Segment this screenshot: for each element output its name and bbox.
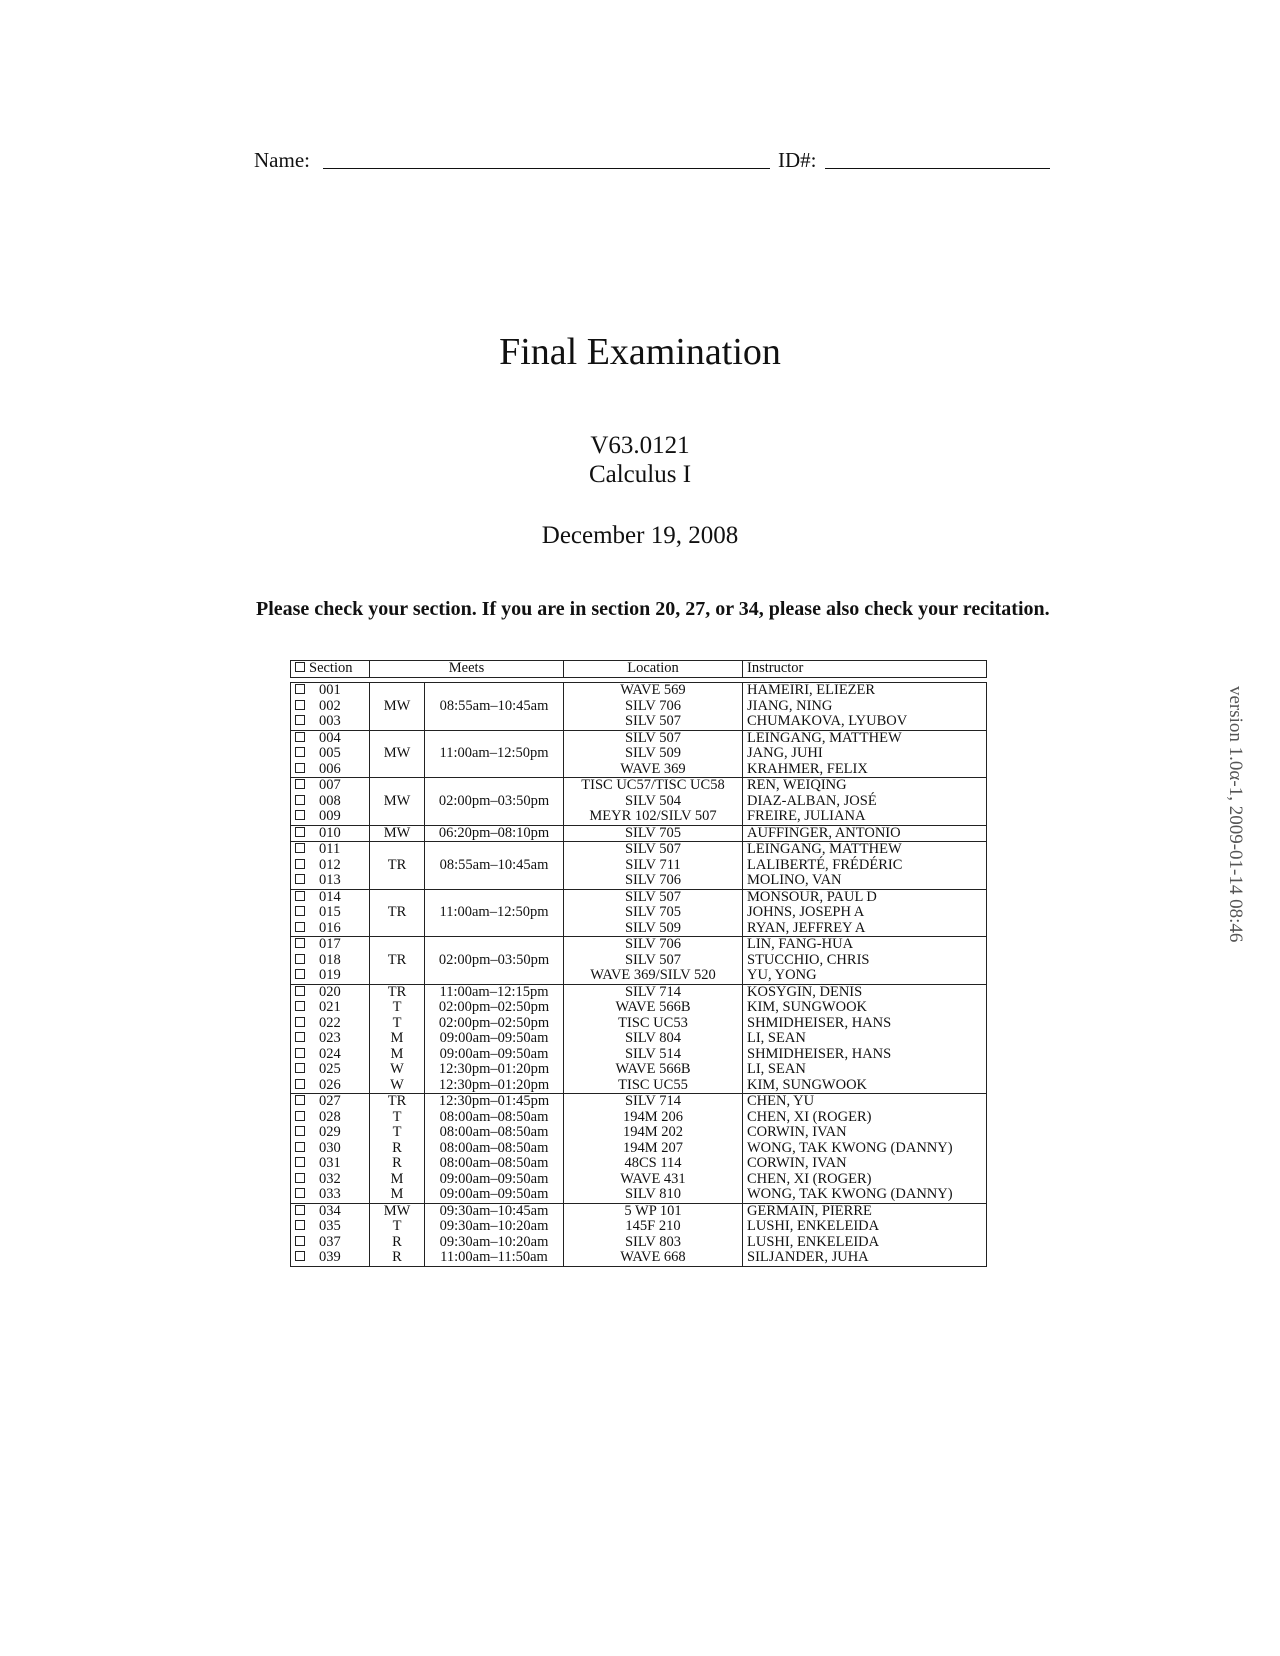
instructor-cell: CORWIN, IVAN — [743, 1125, 987, 1141]
section-checkbox[interactable] — [295, 1157, 305, 1167]
instructor-cell: DIAZ-ALBAN, JOSÉ — [743, 794, 987, 810]
meets-days: W — [370, 1078, 425, 1094]
meets-days: M — [370, 1172, 425, 1188]
section-checkbox[interactable] — [295, 1173, 305, 1183]
section-checkbox[interactable] — [295, 922, 305, 932]
meets-time: 08:00am–08:50am — [425, 1156, 564, 1172]
section-number: 023 — [319, 1030, 341, 1046]
section-number: 017 — [319, 936, 341, 952]
location-cell: SILV 706 — [564, 699, 743, 715]
instructor-cell: LALIBERTÉ, FRÉDÉRIC — [743, 858, 987, 874]
meets-time: 12:30pm–01:20pm — [425, 1062, 564, 1078]
location-cell: 194M 206 — [564, 1110, 743, 1126]
location-cell: TISC UC57/TISC UC58 — [564, 778, 743, 794]
checkbox-icon — [295, 662, 305, 672]
section-checkbox[interactable] — [295, 906, 305, 916]
instructor-cell: HAMEIRI, ELIEZER — [743, 683, 987, 699]
instructor-cell: AUFFINGER, ANTONIO — [743, 825, 987, 842]
instructor-cell: MOLINO, VAN — [743, 873, 987, 889]
instructor-cell: SILJANDER, JUHA — [743, 1250, 987, 1266]
instructor-cell: STUCCHIO, CHRIS — [743, 953, 987, 969]
section-cell — [291, 683, 370, 699]
meets-time: 02:00pm–02:50pm — [425, 1016, 564, 1032]
table-row — [291, 1031, 987, 1047]
section-checkbox[interactable] — [295, 684, 305, 694]
meets-days: T — [370, 1110, 425, 1126]
meets-days: MW — [370, 1203, 425, 1219]
section-checkbox[interactable] — [295, 1251, 305, 1261]
table-row — [291, 1203, 987, 1219]
instructor-cell: CORWIN, IVAN — [743, 1156, 987, 1172]
location-cell: SILV 714 — [564, 1094, 743, 1110]
meets-time: 06:20pm–08:10pm — [425, 825, 564, 842]
location-cell: WAVE 668 — [564, 1250, 743, 1266]
table-body — [291, 683, 987, 1267]
section-number: 032 — [319, 1170, 341, 1187]
section-number: 034 — [319, 1202, 341, 1219]
section-number: 001 — [319, 682, 341, 698]
instructor-cell: WONG, TAK KWONG (DANNY) — [743, 1187, 987, 1203]
instructor-cell: LI, SEAN — [743, 1031, 987, 1047]
meets-days: T — [370, 1219, 425, 1235]
header-location: Location — [564, 661, 743, 678]
section-number: 010 — [319, 824, 341, 841]
section-cell — [291, 730, 370, 746]
instructor-cell: RYAN, JEFFREY A — [743, 921, 987, 937]
instructor-cell: LIN, FANG-HUA — [743, 937, 987, 953]
table-row — [291, 778, 987, 794]
instructor-cell: JIANG, NING — [743, 699, 987, 715]
location-cell: SILV 810 — [564, 1187, 743, 1203]
location-cell: SILV 706 — [564, 873, 743, 889]
section-checkbox[interactable] — [295, 700, 305, 710]
section-cell — [291, 889, 370, 905]
section-checkbox[interactable] — [295, 954, 305, 964]
meets-time: 11:00am–12:50pm — [425, 730, 564, 778]
table-row — [291, 1187, 987, 1203]
version-stamp: version 1.0α-1, 2009-01-14 08:46 — [1225, 686, 1246, 943]
section-number: 025 — [319, 1061, 341, 1077]
section-number: 018 — [319, 951, 341, 968]
meets-time: 12:30pm–01:45pm — [425, 1094, 564, 1110]
section-cell — [291, 1000, 370, 1016]
header-meets: Meets — [370, 661, 564, 678]
section-checkbox[interactable] — [295, 1032, 305, 1042]
meets-time: 02:00pm–03:50pm — [425, 778, 564, 826]
section-cell — [291, 809, 370, 825]
location-cell: SILV 507 — [564, 953, 743, 969]
location-cell: SILV 507 — [564, 842, 743, 858]
table-row — [291, 984, 987, 1000]
instructor-cell: YU, YONG — [743, 968, 987, 984]
section-checkbox[interactable] — [295, 1142, 305, 1152]
section-number: 033 — [319, 1186, 341, 1202]
table-row — [291, 1156, 987, 1172]
meets-time: 08:00am–08:50am — [425, 1110, 564, 1126]
section-checkbox[interactable] — [295, 1236, 305, 1246]
section-number: 039 — [319, 1249, 341, 1265]
meets-days: TR — [370, 1094, 425, 1110]
instructor-cell: SHMIDHEISER, HANS — [743, 1016, 987, 1032]
table-row — [291, 1219, 987, 1235]
table-row — [291, 1000, 987, 1016]
section-cell — [291, 968, 370, 984]
meets-time: 09:00am–09:50am — [425, 1047, 564, 1063]
instructor-cell: KIM, SUNGWOOK — [743, 1000, 987, 1016]
instructor-cell: CHEN, YU — [743, 1094, 987, 1110]
instructions: Please check your section. If you are in section 20, 27, or 34, please also check your recitation. — [256, 598, 1050, 620]
table-row — [291, 1078, 987, 1094]
section-checkbox[interactable] — [295, 1220, 305, 1230]
location-cell: WAVE 369/SILV 520 — [564, 968, 743, 984]
section-cell — [291, 937, 370, 953]
meets-time: 09:00am–09:50am — [425, 1172, 564, 1188]
meets-days: MW — [370, 730, 425, 778]
location-cell: TISC UC53 — [564, 1016, 743, 1032]
section-cell — [291, 953, 370, 969]
section-number: 009 — [319, 808, 341, 824]
instructor-cell: LEINGANG, MATTHEW — [743, 842, 987, 858]
location-cell: SILV 507 — [564, 889, 743, 905]
section-table — [290, 660, 987, 1267]
meets-time: 09:30am–10:20am — [425, 1235, 564, 1251]
instructor-cell: KRAHMER, FELIX — [743, 762, 987, 778]
instructor-cell: CHEN, XI (ROGER) — [743, 1172, 987, 1188]
meets-days: MW — [370, 778, 425, 826]
section-number: 004 — [319, 729, 341, 746]
table-row — [291, 1125, 987, 1141]
section-number: 015 — [319, 904, 341, 920]
section-checkbox[interactable] — [295, 747, 305, 757]
meets-days: M — [370, 1031, 425, 1047]
instructor-cell: SHMIDHEISER, HANS — [743, 1047, 987, 1063]
section-checkbox[interactable] — [295, 732, 305, 742]
section-cell — [291, 1047, 370, 1063]
location-cell: SILV 507 — [564, 730, 743, 746]
section-cell — [291, 984, 370, 1000]
table-row — [291, 889, 987, 905]
meets-days: MW — [370, 683, 425, 731]
section-checkbox[interactable] — [295, 795, 305, 805]
section-checkbox[interactable] — [295, 859, 305, 869]
meets-days: W — [370, 1062, 425, 1078]
location-cell: SILV 509 — [564, 746, 743, 762]
instructor-cell: JOHNS, JOSEPH A — [743, 905, 987, 921]
name-label: Name: — [254, 148, 310, 172]
meets-days: T — [370, 1000, 425, 1016]
section-number: 014 — [319, 888, 341, 905]
instructor-cell: KOSYGIN, DENIS — [743, 984, 987, 1000]
location-cell: SILV 711 — [564, 858, 743, 874]
section-checkbox[interactable] — [295, 969, 305, 979]
meets-time: 12:30pm–01:20pm — [425, 1078, 564, 1094]
section-cell — [291, 1062, 370, 1078]
section-number: 012 — [319, 856, 341, 873]
section-cell — [291, 699, 370, 715]
section-checkbox[interactable] — [295, 986, 305, 996]
section-cell — [291, 1219, 370, 1235]
meets-time: 08:00am–08:50am — [425, 1125, 564, 1141]
section-checkbox[interactable] — [295, 1001, 305, 1011]
section-cell — [291, 794, 370, 810]
section-checkbox[interactable] — [295, 1188, 305, 1198]
id-field[interactable] — [825, 168, 1050, 169]
section-cell — [291, 858, 370, 874]
section-checkbox[interactable] — [295, 938, 305, 948]
location-cell: SILV 706 — [564, 937, 743, 953]
meets-days: TR — [370, 889, 425, 937]
instructor-cell: LI, SEAN — [743, 1062, 987, 1078]
meets-time: 11:00am–12:15pm — [425, 984, 564, 1000]
location-cell: 194M 202 — [564, 1125, 743, 1141]
table-row — [291, 1047, 987, 1063]
meets-time: 08:55am–10:45am — [425, 683, 564, 731]
section-checkbox[interactable] — [295, 1063, 305, 1073]
section-checkbox[interactable] — [295, 810, 305, 820]
location-cell: SILV 509 — [564, 921, 743, 937]
instructor-cell: CHEN, XI (ROGER) — [743, 1110, 987, 1126]
instructor-cell: FREIRE, JULIANA — [743, 809, 987, 825]
section-number: 026 — [319, 1076, 341, 1093]
section-number: 021 — [319, 999, 341, 1015]
name-field[interactable] — [323, 168, 770, 169]
section-cell — [291, 1156, 370, 1172]
location-cell: 48CS 114 — [564, 1156, 743, 1172]
location-cell: SILV 504 — [564, 794, 743, 810]
meets-days: R — [370, 1235, 425, 1251]
table-header-row — [291, 661, 987, 678]
location-cell: WAVE 569 — [564, 683, 743, 699]
section-cell — [291, 1172, 370, 1188]
meets-days: T — [370, 1125, 425, 1141]
instructor-cell: LUSHI, ENKELEIDA — [743, 1235, 987, 1251]
meets-days: M — [370, 1047, 425, 1063]
meets-time: 09:00am–09:50am — [425, 1187, 564, 1203]
table-row — [291, 937, 987, 953]
section-number: 003 — [319, 713, 341, 729]
table-row — [291, 730, 987, 746]
section-checkbox[interactable] — [295, 1126, 305, 1136]
location-cell: 5 WP 101 — [564, 1203, 743, 1219]
table-row — [291, 1172, 987, 1188]
section-cell — [291, 714, 370, 730]
location-cell: SILV 705 — [564, 825, 743, 842]
table-row — [291, 1235, 987, 1251]
location-cell: SILV 514 — [564, 1047, 743, 1063]
location-cell: SILV 507 — [564, 714, 743, 730]
course-name: Calculus I — [588, 461, 692, 488]
meets-days: M — [370, 1187, 425, 1203]
meets-days: R — [370, 1141, 425, 1157]
section-number: 020 — [319, 983, 341, 1000]
instructor-cell: GERMAIN, PIERRE — [743, 1203, 987, 1219]
table-row — [291, 1250, 987, 1266]
section-number: 016 — [319, 919, 341, 936]
section-number: 005 — [319, 745, 341, 761]
section-cell — [291, 1016, 370, 1032]
section-checkbox[interactable] — [295, 827, 305, 837]
section-number: 029 — [319, 1124, 341, 1140]
section-cell — [291, 825, 370, 842]
section-number: 024 — [319, 1045, 341, 1062]
section-cell — [291, 1203, 370, 1219]
meets-time: 11:00am–12:50pm — [425, 889, 564, 937]
section-number: 002 — [319, 697, 341, 714]
location-cell: SILV 705 — [564, 905, 743, 921]
location-cell: 194M 207 — [564, 1141, 743, 1157]
id-label: ID#: — [778, 148, 817, 172]
section-cell — [291, 746, 370, 762]
location-cell: SILV 803 — [564, 1235, 743, 1251]
section-cell — [291, 778, 370, 794]
section-number: 019 — [319, 967, 341, 983]
table-row — [291, 1141, 987, 1157]
instructor-cell: REN, WEIQING — [743, 778, 987, 794]
instructor-cell: MONSOUR, PAUL D — [743, 889, 987, 905]
instructor-cell: KIM, SUNGWOOK — [743, 1078, 987, 1094]
section-checkbox[interactable] — [295, 715, 305, 725]
section-checkbox[interactable] — [295, 874, 305, 884]
table-row — [291, 842, 987, 858]
table-row — [291, 1062, 987, 1078]
section-number: 035 — [319, 1218, 341, 1234]
table-row — [291, 1094, 987, 1110]
table-row — [291, 825, 987, 842]
meets-days: TR — [370, 937, 425, 985]
section-number: 013 — [319, 872, 341, 888]
location-cell: SILV 804 — [564, 1031, 743, 1047]
section-number: 031 — [319, 1155, 341, 1171]
section-number: 027 — [319, 1093, 341, 1109]
section-cell — [291, 1031, 370, 1047]
table-row — [291, 683, 987, 699]
section-checkbox[interactable] — [295, 1111, 305, 1121]
section-checkbox[interactable] — [295, 779, 305, 789]
meets-days: R — [370, 1250, 425, 1266]
table-row — [291, 1016, 987, 1032]
location-cell: WAVE 566B — [564, 1062, 743, 1078]
course-code: V63.0121 — [590, 432, 690, 459]
meets-days: T — [370, 1016, 425, 1032]
section-cell — [291, 1235, 370, 1251]
section-cell — [291, 1141, 370, 1157]
section-number: 037 — [319, 1233, 341, 1250]
instructor-cell: LUSHI, ENKELEIDA — [743, 1219, 987, 1235]
section-checkbox[interactable] — [295, 843, 305, 853]
section-cell — [291, 921, 370, 937]
section-number: 022 — [319, 1014, 341, 1031]
section-number: 011 — [319, 841, 341, 857]
header-section: Section — [291, 661, 370, 678]
section-cell — [291, 762, 370, 778]
section-cell — [291, 905, 370, 921]
section-checkbox[interactable] — [295, 1079, 305, 1089]
instructor-cell: CHUMAKOVA, LYUBOV — [743, 714, 987, 730]
meets-time: 09:30am–10:45am — [425, 1203, 564, 1219]
section-number: 028 — [319, 1108, 341, 1125]
section-checkbox[interactable] — [295, 1017, 305, 1027]
meets-time: 09:30am–10:20am — [425, 1219, 564, 1235]
meets-time: 11:00am–11:50am — [425, 1250, 564, 1266]
meets-time: 08:55am–10:45am — [425, 842, 564, 890]
location-cell: SILV 714 — [564, 984, 743, 1000]
exam-date: December 19, 2008 — [541, 522, 739, 549]
section-checkbox[interactable] — [295, 891, 305, 901]
location-cell: WAVE 566B — [564, 1000, 743, 1016]
section-cell — [291, 1250, 370, 1266]
section-checkbox[interactable] — [295, 763, 305, 773]
section-number: 030 — [319, 1139, 341, 1156]
meets-days: MW — [370, 825, 425, 842]
meets-time: 02:00pm–03:50pm — [425, 937, 564, 985]
section-cell — [291, 1078, 370, 1094]
header-instructor: Instructor — [743, 661, 987, 678]
section-cell — [291, 1094, 370, 1110]
meets-days: R — [370, 1156, 425, 1172]
section-number: 007 — [319, 777, 341, 793]
instructor-cell: JANG, JUHI — [743, 746, 987, 762]
instructor-cell: WONG, TAK KWONG (DANNY) — [743, 1141, 987, 1157]
instructor-cell: LEINGANG, MATTHEW — [743, 730, 987, 746]
section-number: 006 — [319, 760, 341, 777]
meets-time: 02:00pm–02:50pm — [425, 1000, 564, 1016]
meets-time: 08:00am–08:50am — [425, 1141, 564, 1157]
location-cell: 145F 210 — [564, 1219, 743, 1235]
meets-time: 09:00am–09:50am — [425, 1031, 564, 1047]
section-cell — [291, 1187, 370, 1203]
meets-days: TR — [370, 842, 425, 890]
section-cell — [291, 873, 370, 889]
meets-days: TR — [370, 984, 425, 1000]
location-cell: TISC UC55 — [564, 1078, 743, 1094]
section-number: 008 — [319, 792, 341, 809]
section-cell — [291, 1125, 370, 1141]
section-checkbox[interactable] — [295, 1095, 305, 1105]
table-row — [291, 1110, 987, 1126]
section-checkbox[interactable] — [295, 1048, 305, 1058]
section-checkbox[interactable] — [295, 1205, 305, 1215]
exam-title: Final Examination — [499, 331, 781, 373]
location-cell: WAVE 431 — [564, 1172, 743, 1188]
section-cell — [291, 1110, 370, 1126]
location-cell: WAVE 369 — [564, 762, 743, 778]
location-cell: MEYR 102/SILV 507 — [564, 809, 743, 825]
section-cell — [291, 842, 370, 858]
